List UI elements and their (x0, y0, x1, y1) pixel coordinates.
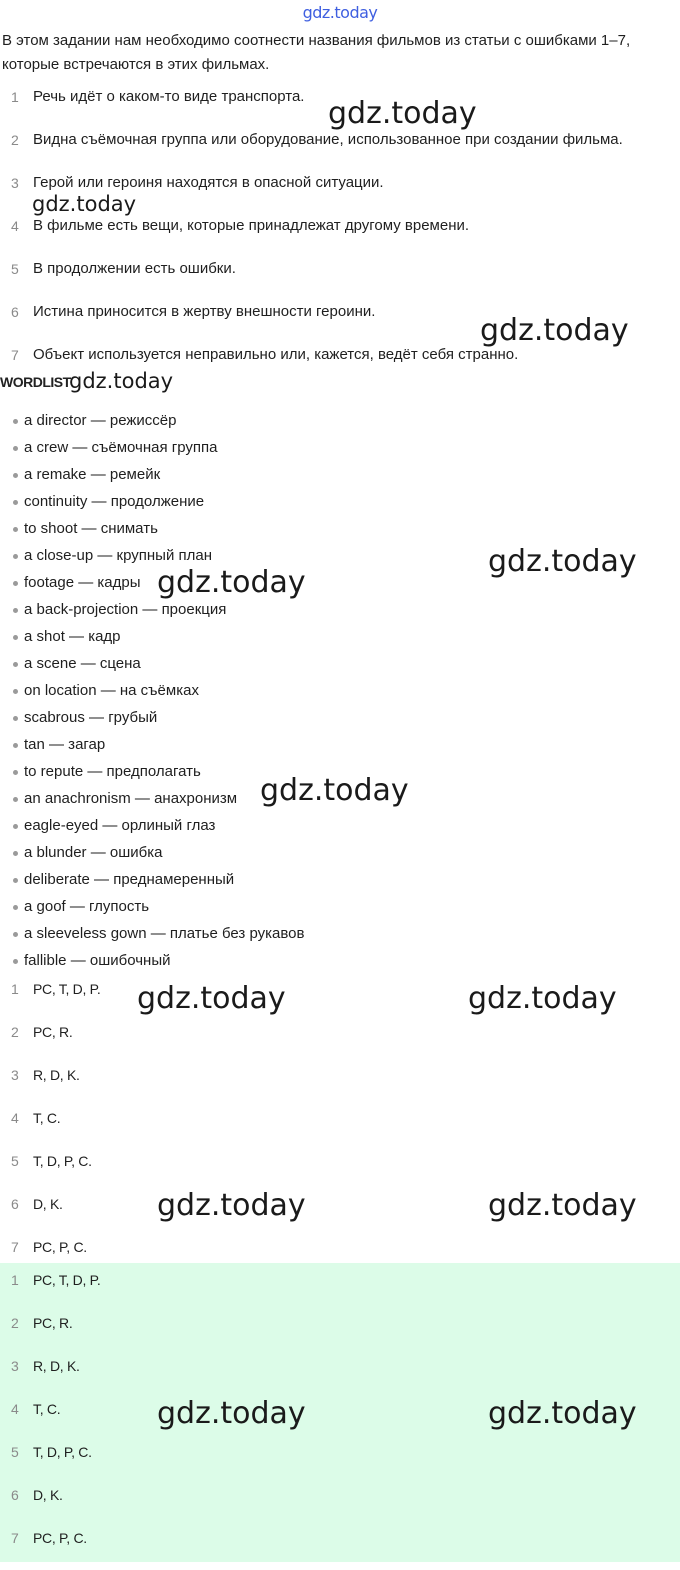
watermark: gdz.today (69, 369, 174, 393)
bullet-icon (13, 662, 18, 667)
item-text: T, D, P, C. (33, 1444, 92, 1460)
item-number: 6 (11, 1487, 19, 1503)
wordlist-item: to repute — предполагать (0, 761, 305, 788)
item-number: 1 (11, 981, 19, 997)
item-number: 5 (11, 1153, 19, 1169)
watermark: gdz.today (488, 544, 637, 579)
item-number: 6 (11, 304, 19, 320)
item-text: T, C. (33, 1110, 61, 1126)
item-text: В продолжении есть ошибки. (33, 260, 236, 277)
answer-list (0, 978, 680, 1279)
wordlist-item: on location — на съёмках (0, 680, 305, 707)
item-text: PC, P, C. (33, 1530, 87, 1546)
bullet-icon (13, 932, 18, 937)
wordlist-item: a crew — съёмочная группа (0, 437, 305, 464)
watermark: gdz.today (468, 981, 617, 1016)
item-number: 5 (11, 1444, 19, 1460)
list-item (0, 1355, 680, 1398)
item-number: 2 (11, 1024, 19, 1040)
list-item (0, 1269, 680, 1312)
list-item (0, 1150, 680, 1193)
item-number: 2 (11, 1315, 19, 1331)
watermark: gdz.today (480, 313, 629, 348)
list-item (0, 1441, 680, 1484)
wordlist-item: a back-projection — проекция (0, 599, 305, 626)
wordlist-item: a shot — кадр (0, 626, 305, 653)
watermark: gdz.today (157, 1396, 306, 1431)
item-number: 4 (11, 1110, 19, 1126)
bullet-icon (13, 446, 18, 451)
item-text: PC, T, D, P. (33, 1272, 101, 1288)
watermark: gdz.today (488, 1396, 637, 1431)
bullet-icon (13, 770, 18, 775)
bullet-icon (13, 527, 18, 532)
bullet-icon (13, 878, 18, 883)
list-item (0, 129, 680, 172)
item-number: 2 (11, 132, 19, 148)
watermark: gdz.today (260, 773, 409, 808)
wordlist-item: continuity — продолжение (0, 491, 305, 518)
item-number: 3 (11, 1067, 19, 1083)
watermark: gdz.today (32, 192, 137, 216)
item-number: 4 (11, 218, 19, 234)
list-item (0, 1107, 680, 1150)
item-text: R, D, K. (33, 1358, 80, 1374)
item-text: R, D, K. (33, 1067, 80, 1083)
bullet-icon (13, 500, 18, 505)
bullet-icon (13, 419, 18, 424)
watermark: gdz.today (157, 565, 306, 600)
list-item (0, 215, 680, 258)
bullet-icon (13, 797, 18, 802)
wordlist-item: a director — режиссёр (0, 410, 305, 437)
item-number: 3 (11, 175, 19, 191)
bullet-icon (13, 581, 18, 586)
wordlist-item: a sleeveless gown — платье без рукавов (0, 923, 305, 950)
item-text: PC, T, D, P. (33, 981, 101, 997)
item-number: 3 (11, 1358, 19, 1374)
wordlist-item: a remake — ремейк (0, 464, 305, 491)
item-text: PC, R. (33, 1315, 73, 1331)
bullet-icon (13, 608, 18, 613)
wordlist-item: a blunder — ошибка (0, 842, 305, 869)
item-number: 7 (11, 347, 19, 363)
bullet-icon (13, 473, 18, 478)
wordlist-item: a close-up — крупный план (0, 545, 305, 572)
item-text: PC, P, C. (33, 1239, 87, 1255)
wordlist-item: to shoot — снимать (0, 518, 305, 545)
list-item (0, 1484, 680, 1527)
bullet-icon (13, 743, 18, 748)
watermark: gdz.today (488, 1188, 637, 1223)
watermark: gdz.today (137, 981, 286, 1016)
list-item (0, 1064, 680, 1107)
wordlist-item: scabrous — грубый (0, 707, 305, 734)
item-text: T, D, P, C. (33, 1153, 92, 1169)
wordlist-title: WORDLIST (0, 374, 71, 390)
item-number: 1 (11, 89, 19, 105)
item-number: 1 (11, 1272, 19, 1288)
site-header-link[interactable]: gdz.today (302, 3, 378, 22)
wordlist-item: eagle-eyed — орлиный глаз (0, 815, 305, 842)
task-intro: В этом задании нам необходимо соотнести названия фильмов из статьи с ошибками 1–7, которые встречаются в этих фильмах. (2, 32, 631, 73)
item-number: 7 (11, 1239, 19, 1255)
item-number: 7 (11, 1530, 19, 1546)
item-number: 5 (11, 261, 19, 277)
wordlist-item: a scene — сцена (0, 653, 305, 680)
wordlist (0, 410, 305, 977)
item-number: 6 (11, 1196, 19, 1212)
wordlist-item: an anachronism — анахронизм (0, 788, 305, 815)
item-text: Истина приносится в жертву внешности героини. (33, 303, 376, 320)
watermark: gdz.today (157, 1188, 306, 1223)
list-item (0, 1021, 680, 1064)
bullet-icon (13, 959, 18, 964)
item-text: В фильме есть вещи, которые принадлежат другому времени. (33, 217, 470, 234)
wordlist-item: deliberate — преднамеренный (0, 869, 305, 896)
item-text: T, C. (33, 1401, 61, 1417)
wordlist-item: footage — кадры (0, 572, 305, 599)
wordlist-item: fallible — ошибочный (0, 950, 305, 977)
bullet-icon (13, 716, 18, 721)
item-number: 4 (11, 1401, 19, 1417)
bullet-icon (13, 689, 18, 694)
wordlist-item: tan — загар (0, 734, 305, 761)
item-text: Герой или героиня находятся в опасной ситуации. (33, 174, 384, 191)
item-text: Речь идёт о каком-то виде транспорта. (33, 88, 305, 105)
list-item (0, 1527, 680, 1570)
bullet-icon (13, 824, 18, 829)
item-text: Объект используется неправильно или, кажется, ведёт себя странно. (33, 346, 519, 363)
wordlist-item: a goof — глупость (0, 896, 305, 923)
item-text: D, K. (33, 1487, 63, 1503)
bullet-icon (13, 635, 18, 640)
bullet-icon (13, 554, 18, 559)
item-text: PC, R. (33, 1024, 73, 1040)
item-text: Видна съёмочная группа или оборудование, использованное при создании фильма. (33, 131, 623, 148)
list-item (0, 258, 680, 301)
item-text: D, K. (33, 1196, 63, 1212)
list-item (0, 1312, 680, 1355)
bullet-icon (13, 905, 18, 910)
watermark: gdz.today (328, 96, 477, 131)
bullet-icon (13, 851, 18, 856)
